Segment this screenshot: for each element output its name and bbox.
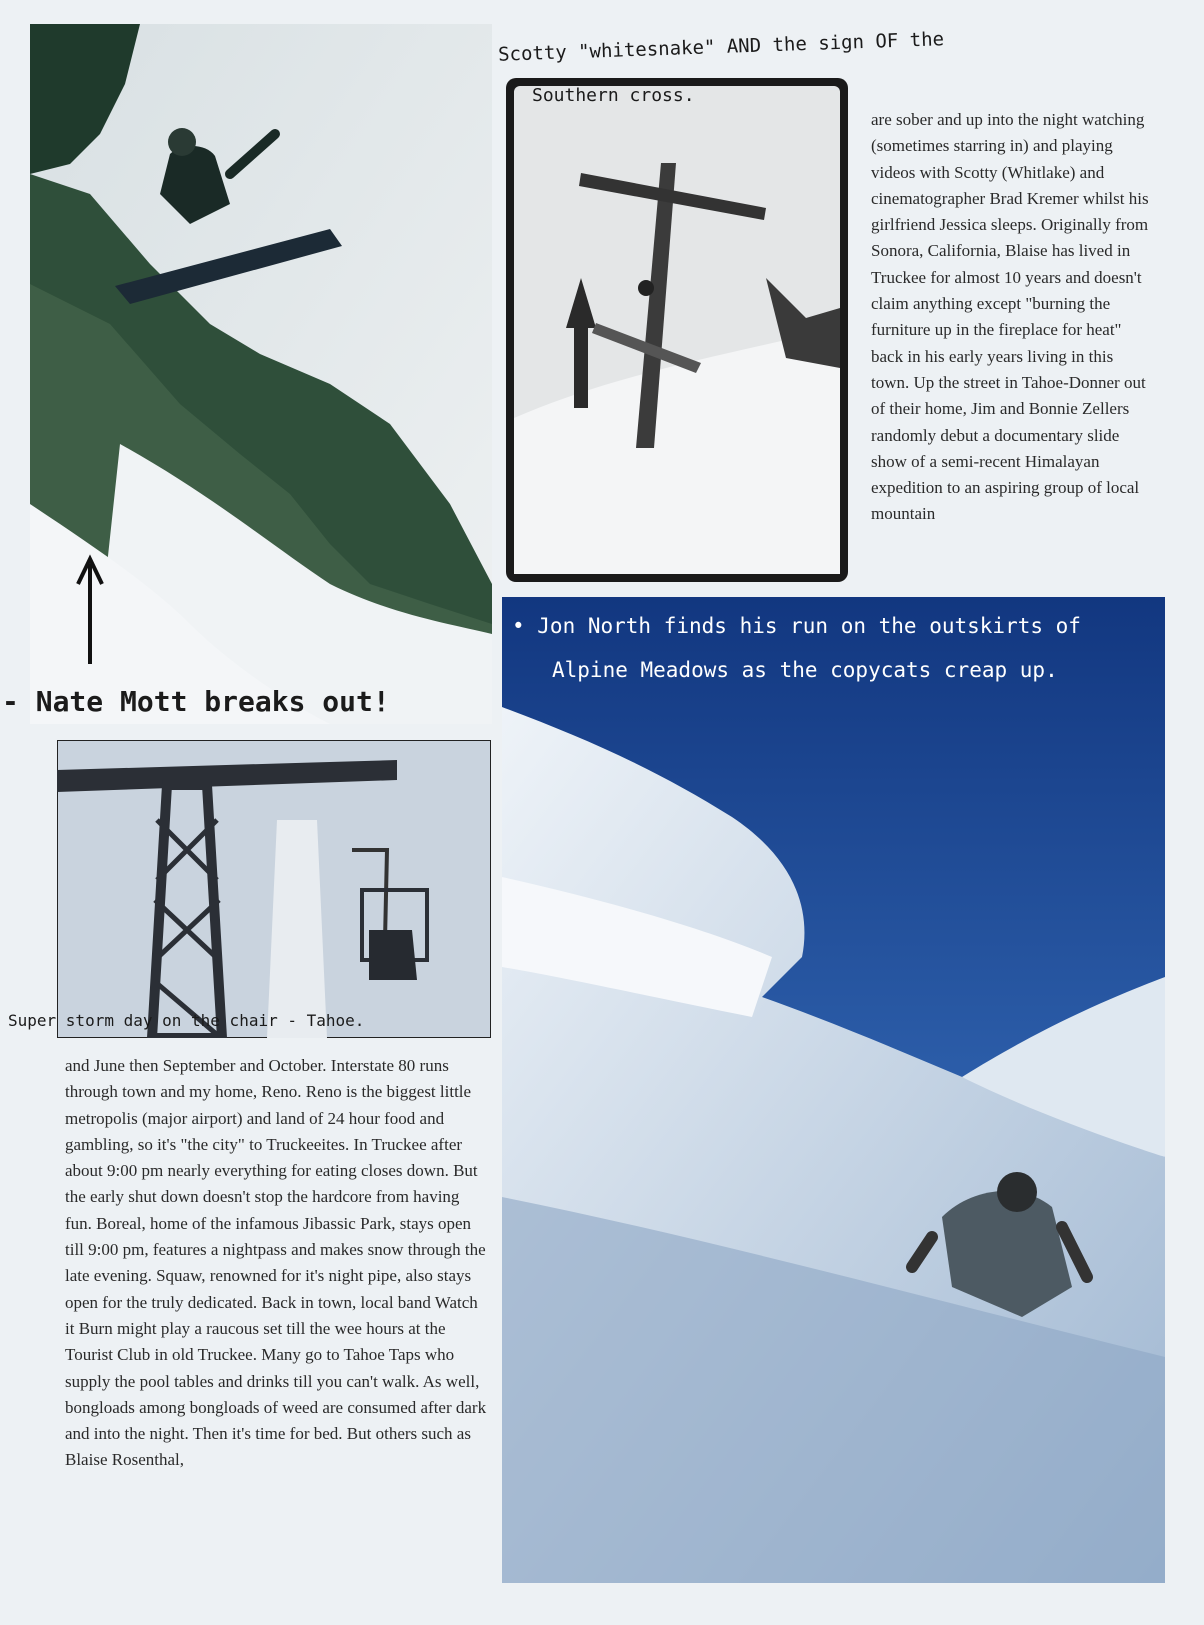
caption-scotty-line2: Southern cross. bbox=[532, 85, 695, 106]
photo-jon-north bbox=[502, 597, 1165, 1583]
photo-nate-mott bbox=[30, 24, 492, 724]
caption-jon-north-line2: Alpine Meadows as the copycats creap up. bbox=[552, 658, 1058, 682]
photo-chairlift bbox=[57, 740, 491, 1038]
caption-jon-north-line1: • Jon North finds his run on the outskirts of bbox=[512, 614, 1081, 638]
caption-nate-mott: - Nate Mott breaks out! bbox=[2, 685, 390, 718]
article-left-column: and June then September and October. Interstate 80 runs through town and my home, Reno. Reno is the biggest little metropolis (major airport) and land of 24 hour food and gambling, so it's "the city" to Truckeeites. In Truckee after about 9:00 pm nearly everything for eating closes down. But the early shut down doesn't stop the hardcore from having fun. Boreal, home of the infamous Jibassic Park, stays open till 9:00 pm, features a nightpass and makes snow through the late evening. Squaw, renowned for it's night pipe, also stays open for the truly dedicated. Back in town, local band Watch it Burn might play a raucous set till the wee hours at the Tourist Club in old Truckee. Many go to Tahoe Taps who supply the pool tables and drinks till you can't walk. As well, bongloads among bongloads of weed are consumed after dark and into the night. Then it's time for bed. But others such as Blaise Rosenthal, bbox=[65, 1056, 487, 1470]
caption-super-storm: Super storm day on the chair - Tahoe. bbox=[8, 1011, 365, 1030]
caption-scotty-line1: Scotty "whitesnake" AND the sign OF the bbox=[497, 28, 945, 66]
article-right-column: are sober and up into the night watching (sometimes starring in) and playing videos with Scotty (Whitlake) and cinematographer Brad Kremer whilst his girlfriend Jessica sleeps. Originally from Sonora, California, Blaise has lived in Truckee for almost 10 years and doesn't claim anything except "burning the furniture up in the fireplace for heat" back in his early years living in this town. Up the street in Tahoe-Donner out of their home, Jim and Bonnie Zellers randomly debut a documentary slide show of a semi-recent Himalayan expedition to an aspiring group of local mountain bbox=[871, 110, 1149, 524]
photo-scotty-cross bbox=[506, 78, 848, 582]
